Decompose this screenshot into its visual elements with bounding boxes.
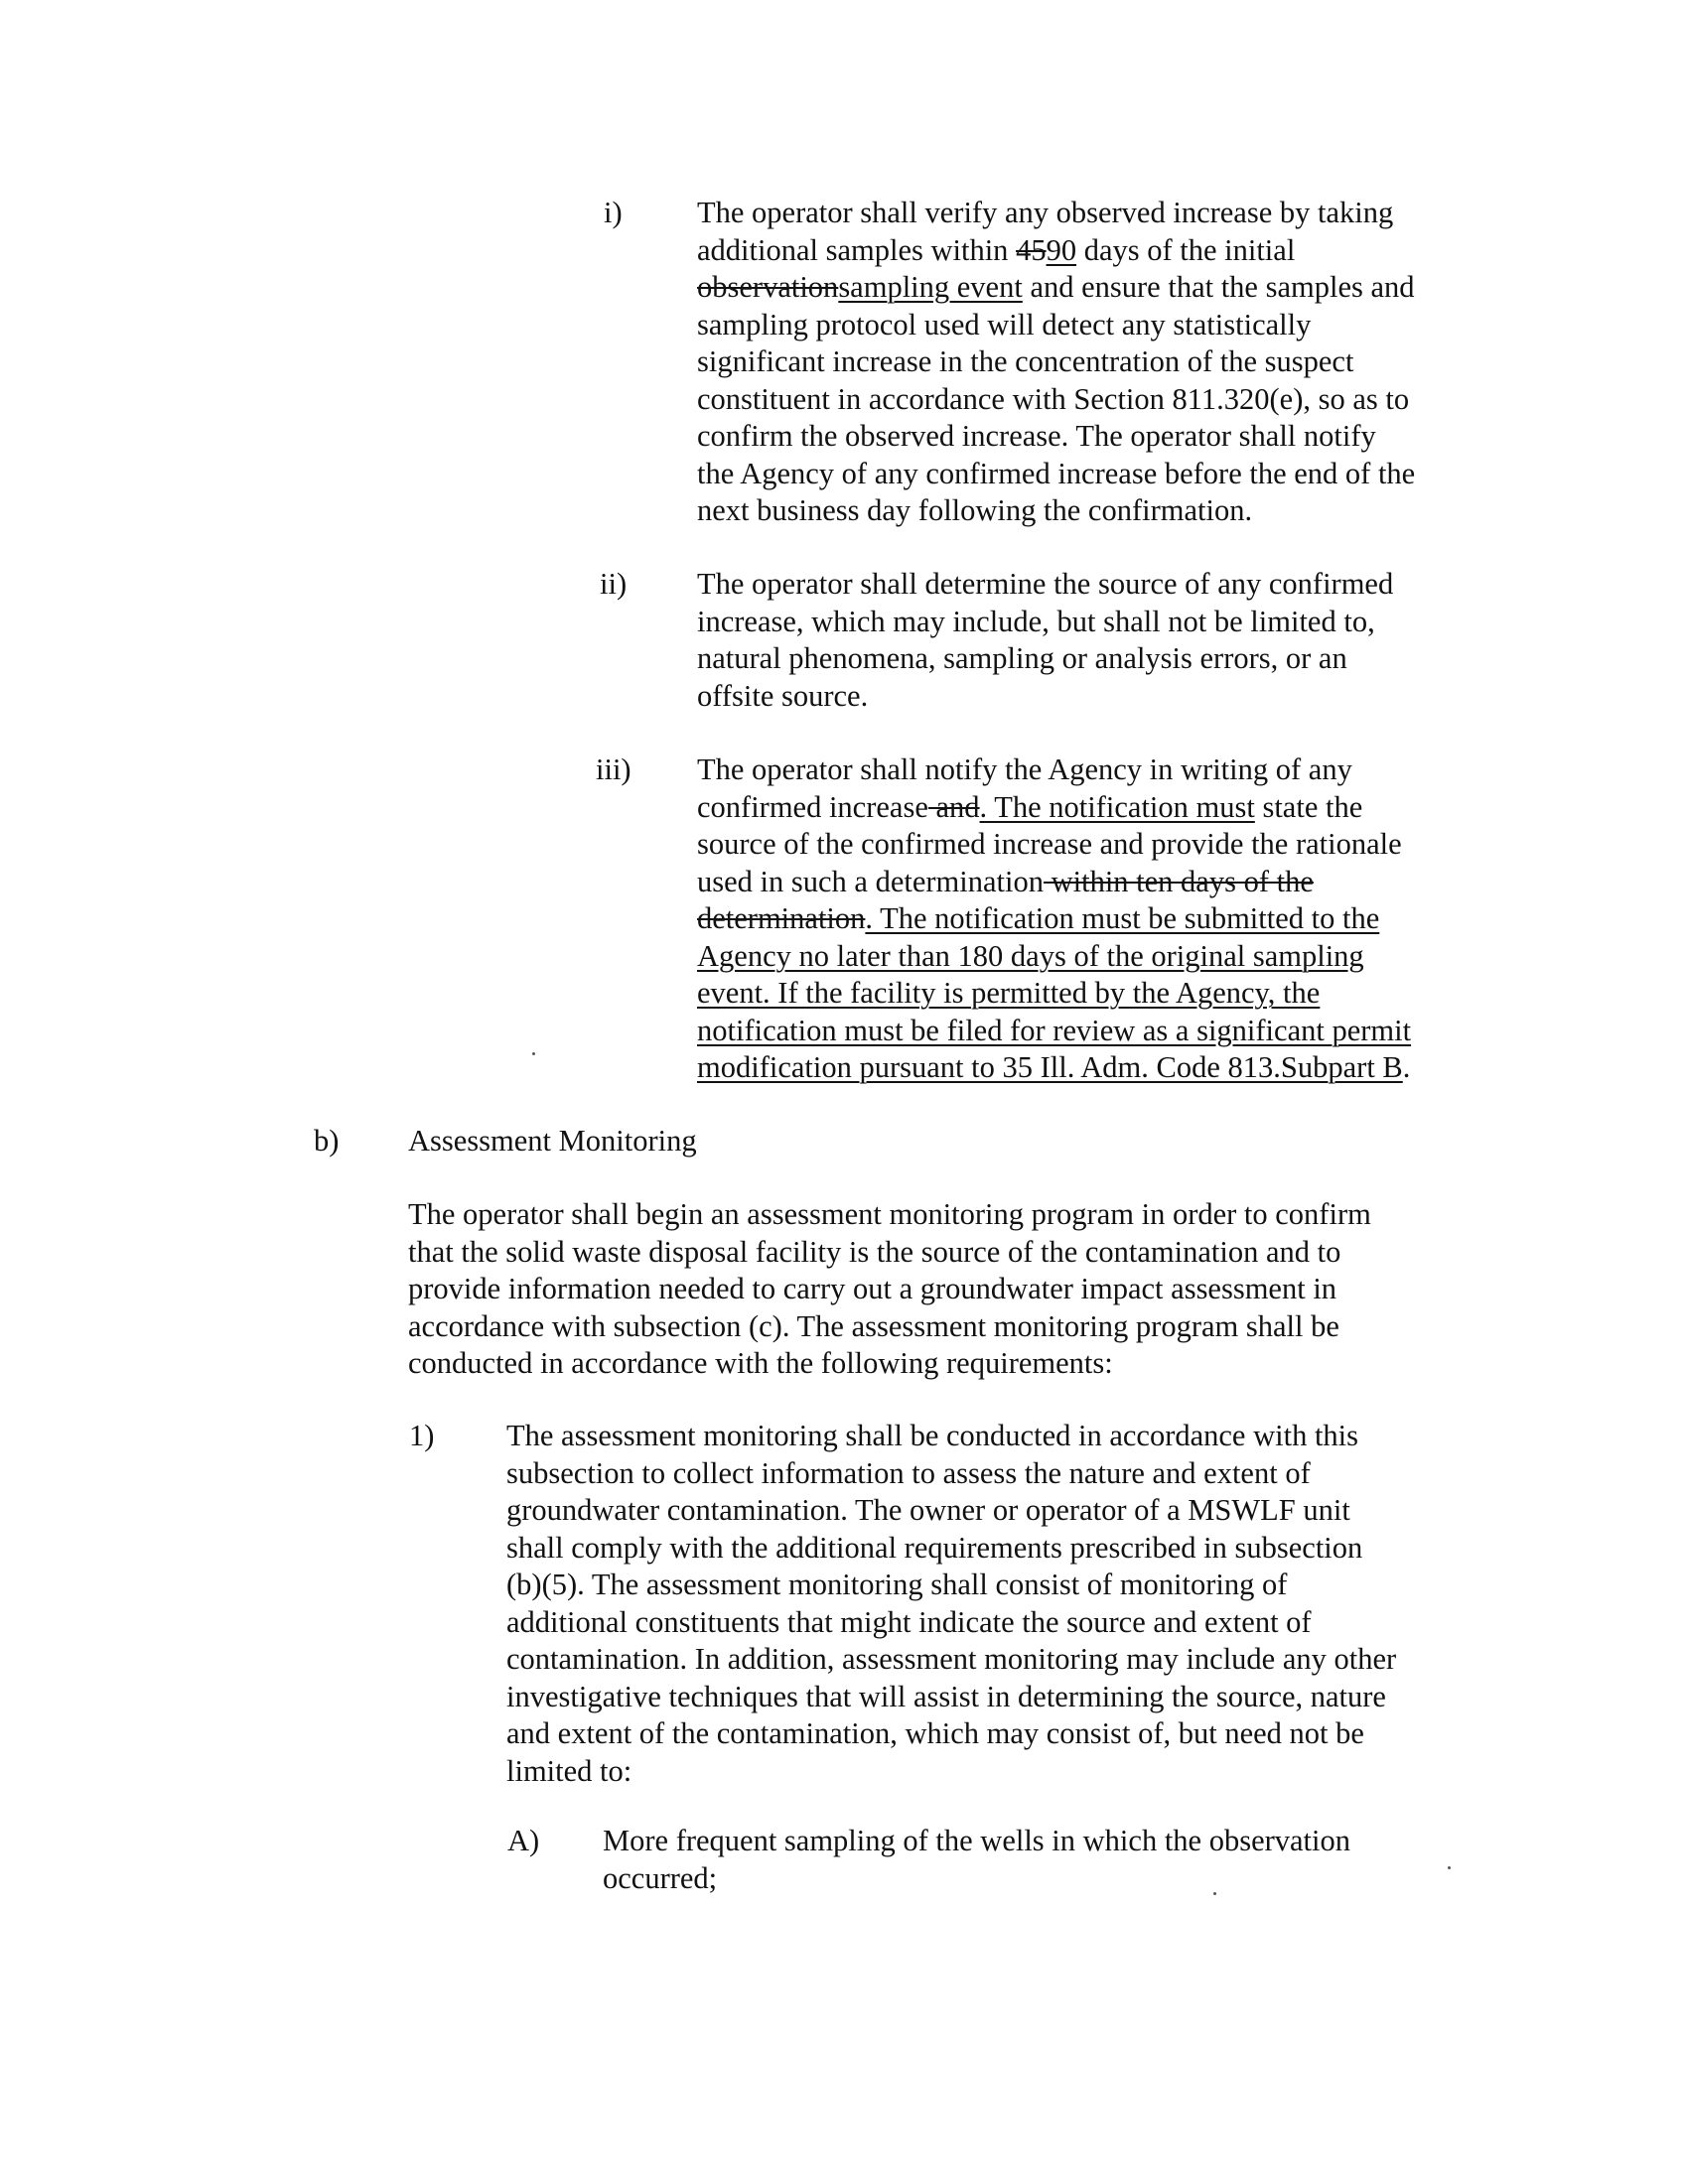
- text-line: [506, 1455, 1396, 1493]
- inserted-text: notification must be filed for review as a significant permit: [697, 1013, 1412, 1047]
- text-line: [697, 938, 1411, 976]
- text-line: [506, 1715, 1396, 1753]
- item-iii-label: iii): [596, 752, 632, 786]
- text-line: [697, 492, 1415, 530]
- text-run: The operator shall verify any observed increase by taking: [697, 196, 1394, 229]
- text-line: [697, 418, 1415, 456]
- item-i-label: i): [604, 196, 623, 229]
- section-b-heading: Assessment Monitoring: [408, 1124, 697, 1158]
- text-run: increase, which may include, but shall not be limited to,: [697, 604, 1375, 638]
- text-line: [506, 1753, 1396, 1791]
- inserted-text: sampling event: [838, 270, 1023, 304]
- text-run: The assessment monitoring shall be conducted in accordance with this: [506, 1419, 1359, 1452]
- text-run: significant increase in the concentration of the suspect: [697, 344, 1354, 378]
- text-run: The operator shall begin an assessment monitoring program in order to confirm: [408, 1197, 1371, 1231]
- text-line: [506, 1567, 1396, 1604]
- text-line: [697, 307, 1415, 344]
- text-run: confirm the observed increase. The operator shall notify: [697, 419, 1376, 453]
- deleted-text: and: [927, 789, 980, 824]
- text-line: [408, 1271, 1371, 1308]
- text-line: [697, 789, 1411, 827]
- text-line: [697, 975, 1411, 1013]
- text-line: [506, 1530, 1396, 1568]
- deleted-text: observation: [697, 270, 839, 304]
- text-run: conducted in accordance with the following requirements:: [408, 1346, 1113, 1380]
- text-run: natural phenomena, sampling or analysis errors, or an: [697, 641, 1347, 675]
- text-line: [697, 604, 1393, 641]
- text-run: occurred;: [603, 1860, 718, 1895]
- text-line: [408, 1345, 1371, 1383]
- text-line: [408, 1196, 1371, 1234]
- item-A-label: A): [507, 1824, 540, 1857]
- text-run: provide information needed to carry out a groundwater impact assessment in: [408, 1272, 1337, 1305]
- scan-speck: [1213, 1892, 1216, 1895]
- text-line: [697, 678, 1393, 716]
- text-run: contamination. In addition, assessment monitoring may include any other: [506, 1642, 1397, 1676]
- text-run: days of the initial: [1076, 232, 1296, 267]
- text-run: offsite source.: [697, 678, 869, 713]
- section-b-label: b): [314, 1124, 340, 1158]
- text-line: [603, 1860, 1350, 1898]
- text-run: source of the confirmed increase and provide the rationale: [697, 827, 1402, 861]
- text-line: [697, 826, 1411, 864]
- scan-speck: [1448, 1866, 1451, 1869]
- text-run: (b)(5). The assessment monitoring shall consist of monitoring of: [506, 1568, 1288, 1601]
- item-A-text: [603, 1823, 1350, 1897]
- text-run: limited to:: [506, 1753, 632, 1788]
- text-line: [697, 269, 1415, 307]
- text-run: shall comply with the additional requirements prescribed in subsection: [506, 1530, 1363, 1565]
- text-run: state the: [1254, 789, 1363, 824]
- scan-speck: [532, 1052, 535, 1055]
- deleted-text: determination: [697, 901, 866, 935]
- inserted-text: Agency no later than 180 days of the original sampling: [697, 938, 1364, 973]
- text-line: [506, 1641, 1396, 1679]
- text-run: investigative techniques that will assist in determining the source, nature: [506, 1679, 1386, 1713]
- text-line: [697, 864, 1411, 901]
- text-run: More frequent sampling of the wells in which the observation: [603, 1824, 1350, 1857]
- text-line: [697, 1049, 1411, 1087]
- text-line: [697, 232, 1415, 270]
- item-ii-text: [697, 566, 1393, 715]
- text-run: sampling protocol used will detect any statistically: [697, 307, 1312, 341]
- item-1-label: 1): [409, 1419, 435, 1452]
- text-line: [697, 456, 1415, 493]
- inserted-text: 90: [1046, 232, 1077, 267]
- text-line: [697, 640, 1393, 678]
- text-line: [603, 1823, 1350, 1860]
- text-line: [697, 751, 1411, 789]
- text-run: constituent in accordance with Section 811.320(e), so as to: [697, 381, 1410, 416]
- text-run: confirmed increase: [697, 789, 928, 824]
- text-run: and extent of the contamination, which may consist of, but need not be: [506, 1716, 1364, 1750]
- text-run: additional samples within: [697, 232, 1017, 267]
- text-line: [697, 1013, 1411, 1050]
- item-1-text: [506, 1418, 1396, 1790]
- text-line: [506, 1492, 1396, 1530]
- text-run: next business day following the confirmation.: [697, 493, 1253, 527]
- text-line: [697, 343, 1415, 381]
- text-line: [697, 900, 1411, 938]
- text-line: [506, 1604, 1396, 1642]
- text-line: [408, 1234, 1371, 1272]
- text-run: additional constituents that might indicate the source and extent of: [506, 1604, 1312, 1639]
- text-line: [408, 1308, 1371, 1346]
- inserted-text: modification pursuant to 35 Ill. Adm. Code 813.Subpart B: [697, 1050, 1403, 1084]
- item-iii-text: [697, 751, 1411, 1087]
- text-run: the Agency of any confirmed increase before the end of the: [697, 456, 1416, 490]
- deleted-text: 45: [1016, 232, 1047, 267]
- inserted-text: event. If the facility is permitted by the Agency, the: [697, 976, 1321, 1010]
- text-run: The operator shall determine the source of any confirmed: [697, 567, 1394, 601]
- text-line: [697, 195, 1415, 232]
- deleted-text: within ten days of the: [1043, 864, 1314, 898]
- text-run: subsection to collect information to assess the nature and extent of: [506, 1455, 1311, 1490]
- inserted-text: . The notification must: [979, 789, 1255, 824]
- text-line: [506, 1418, 1396, 1455]
- inserted-text: . The notification must be submitted to the: [865, 901, 1380, 935]
- text-line: [506, 1679, 1396, 1716]
- item-i-text: [697, 195, 1415, 530]
- text-run: accordance with subsection (c). The assessment monitoring program shall be: [408, 1308, 1339, 1343]
- text-run: that the solid waste disposal facility is the source of the contamination and to: [408, 1234, 1341, 1269]
- text-run: The operator shall notify the Agency in writing of any: [697, 752, 1352, 786]
- text-run: groundwater contamination. The owner or operator of a MSWLF unit: [506, 1493, 1350, 1527]
- text-run: used in such a determination: [697, 864, 1044, 898]
- text-run: .: [1402, 1050, 1411, 1084]
- text-line: [697, 566, 1393, 604]
- section-b-intro: [408, 1196, 1371, 1383]
- item-ii-label: ii): [600, 567, 628, 601]
- text-run: and ensure that the samples and: [1022, 270, 1415, 304]
- text-line: [697, 381, 1415, 419]
